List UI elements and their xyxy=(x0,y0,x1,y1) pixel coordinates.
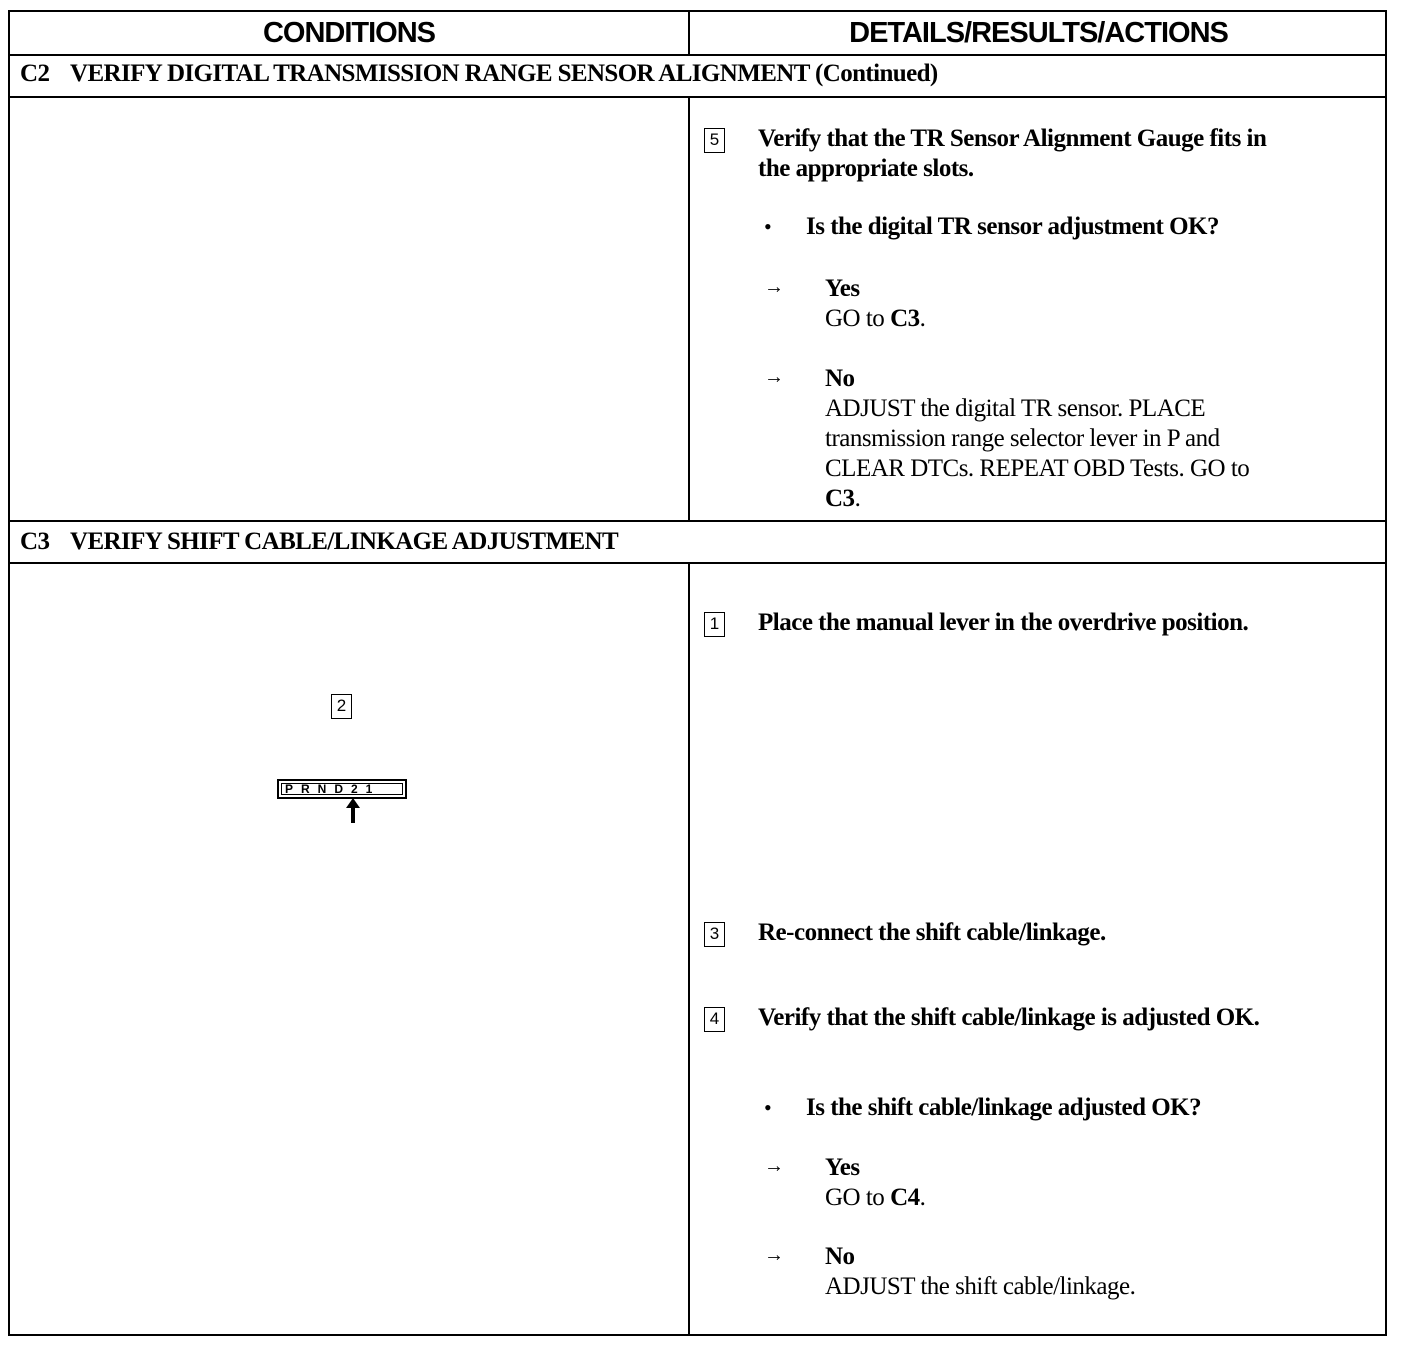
header-divider xyxy=(10,54,1385,56)
c2-yes-action xyxy=(825,304,925,334)
c2-no-line3: CLEAR DTCs. REPEAT OBD Tests. GO to xyxy=(825,455,1250,482)
c2-yes-end: . xyxy=(919,305,926,332)
c3-section-title xyxy=(20,528,618,556)
c2-no-block xyxy=(825,364,1249,514)
c2-step5-number: 5 xyxy=(704,128,725,153)
c2-section-title xyxy=(20,60,938,88)
c2-column-divider xyxy=(688,96,690,520)
c3-yes-action xyxy=(825,1183,925,1213)
c2-step5-text xyxy=(758,124,1266,184)
c3-yes-block xyxy=(825,1153,925,1213)
c3-yes-go: GO to xyxy=(825,1184,891,1211)
c2-yes-block xyxy=(825,274,925,334)
bullet-icon: • xyxy=(764,1095,772,1120)
gear-selector-display xyxy=(277,779,407,799)
c2-no-line1: ADJUST the digital TR sensor. PLACE xyxy=(825,395,1206,422)
arrow-right-icon: → xyxy=(764,366,784,388)
arrow-right-icon: → xyxy=(764,1244,784,1266)
c3-no-text: ADJUST the shift cable/linkage. xyxy=(825,1273,1136,1300)
c2-no-line2: transmission range selector lever in P and xyxy=(825,425,1220,452)
c2-step5-line2: the appropriate slots. xyxy=(758,155,974,182)
c2-yes-label: Yes xyxy=(825,275,860,302)
c3-yes-end: . xyxy=(919,1184,926,1211)
c3-yes-label: Yes xyxy=(825,1154,860,1181)
c2-yes-target: C3 xyxy=(890,305,920,332)
c3-column-divider xyxy=(688,562,690,1334)
c2-question: Is the digital TR sensor adjustment OK? xyxy=(806,213,1219,240)
c3-step4-text: Verify that the shift cable/linkage is adjusted OK. xyxy=(758,1004,1260,1031)
diagnostic-table xyxy=(8,10,1387,1336)
c3-step4-number: 4 xyxy=(704,1007,725,1032)
c2-yes-go: GO to xyxy=(825,305,891,332)
arrow-right-icon: → xyxy=(764,1155,784,1177)
c2-code: C2 xyxy=(20,60,50,87)
c3-yes-target: C4 xyxy=(890,1184,920,1211)
conditions-header: CONDITIONS xyxy=(262,16,436,49)
c2-no-target: C3 xyxy=(825,485,855,512)
c3-title-divider xyxy=(10,562,1385,564)
c3-step3-text: Re-connect the shift cable/linkage. xyxy=(758,919,1106,946)
details-header: DETAILS/RESULTS/ACTIONS xyxy=(849,16,1228,49)
c2-no-label: No xyxy=(825,365,855,392)
gear-pointer-arrow-icon xyxy=(345,798,361,824)
c2-no-final xyxy=(825,484,1249,514)
c3-step1-text: Place the manual lever in the overdrive position. xyxy=(758,609,1249,636)
c3-no-label: No xyxy=(825,1243,855,1270)
c2-title-divider xyxy=(10,96,1385,98)
c3-title: VERIFY SHIFT CABLE/LINKAGE ADJUSTMENT xyxy=(70,528,619,555)
c3-question: Is the shift cable/linkage adjusted OK? xyxy=(806,1094,1202,1121)
gear-selector-frame xyxy=(281,783,403,795)
c2-step5-line1: Verify that the TR Sensor Alignment Gauge fits in xyxy=(758,125,1267,152)
c3-step2-number: 2 xyxy=(331,694,352,719)
c3-code: C3 xyxy=(20,528,50,555)
c2-title: VERIFY DIGITAL TRANSMISSION RANGE SENSOR ALIGNMENT (Continued) xyxy=(70,60,938,87)
c2-bottom-divider xyxy=(10,520,1385,522)
gear-selector-letters: PRND21 xyxy=(285,782,381,796)
bullet-icon: • xyxy=(764,214,772,239)
c3-step3-number: 3 xyxy=(704,922,725,947)
c3-no-block xyxy=(825,1242,1135,1302)
c2-no-end: . xyxy=(854,485,861,512)
arrow-right-icon: → xyxy=(764,276,784,298)
c3-step1-number: 1 xyxy=(704,612,725,637)
